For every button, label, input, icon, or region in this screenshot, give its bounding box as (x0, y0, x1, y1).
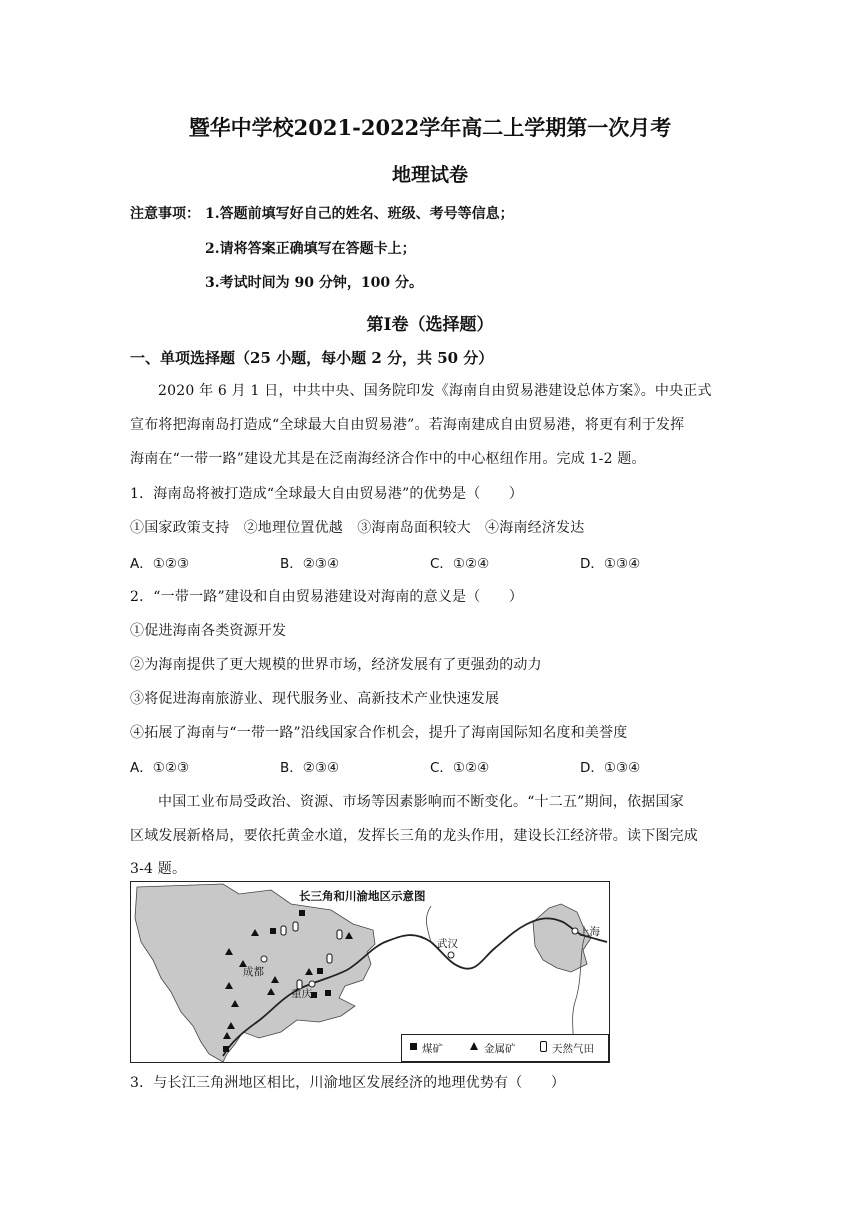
question-statement: ④拓展了海南与“一带一路”沿线国家合作机会，提升了海南国际知名度和美誉度 (130, 725, 628, 741)
coal-mine-symbol (223, 1046, 229, 1052)
legend-metal: 金属矿 (484, 1043, 516, 1055)
gas-legend-icon (540, 1041, 547, 1052)
metal-legend-icon (470, 1042, 478, 1050)
option-c[interactable]: C．①②④ (430, 760, 490, 776)
question-statements: ①国家政策支持 ②地理位置优越 ③海南岛面积较大 ④海南经济发达 (130, 520, 585, 536)
coal-legend-icon (410, 1043, 417, 1050)
notice-item: 1.答题前填写好自己的姓名、班级、考号等信息； (205, 206, 514, 222)
option-a[interactable]: A．①②③ (130, 556, 190, 572)
option-b[interactable]: B．②③④ (280, 556, 340, 572)
coal-mine-symbol (325, 990, 331, 996)
passage-line: 海南在“一带一路”建设尤其是在泛南海经济合作中的中心枢纽作用。完成 1-2 题。 (130, 451, 646, 467)
option-b[interactable]: B．②③④ (280, 760, 340, 776)
gas-field-symbol (327, 954, 332, 963)
exam-title: 暨华中学校2021-2022学年高二上学期第一次月考 (188, 115, 672, 140)
map-title: 长三角和川渝地区示意图 (299, 889, 426, 903)
passage-line: 2020 年 6 月 1 日，中共中央、国务院印发《海南自由贸易港建设总体方案》。中央正式 (158, 383, 712, 399)
option-d[interactable]: D．①③④ (580, 760, 641, 776)
coal-mine-symbol (317, 968, 323, 974)
coal-mine-symbol (299, 910, 305, 916)
wuhan-marker (448, 952, 454, 958)
passage-line: 3-4 题。 (130, 861, 187, 877)
question-stem: 1．海南岛将被打造成“全球最大自由贸易港”的优势是（ ） (130, 486, 524, 502)
city-label-chongqing: 重庆 (291, 988, 312, 1000)
gas-field-symbol (293, 922, 298, 931)
gas-field-symbol (337, 930, 342, 939)
exam-subtitle: 地理试卷 (391, 164, 468, 186)
region-map (130, 881, 610, 1063)
notice-item: 3.考试时间为 90 分钟，100 分。 (205, 275, 423, 291)
question-statement: ③将促进海南旅游业、现代服务业、高新技术产业快速发展 (130, 691, 500, 707)
passage-line: 宣布将把海南岛打造成“全球最大自由贸易港”。若海南建成自由贸易港，将更有利于发挥 (130, 417, 685, 433)
question-statement: ②为海南提供了更大规模的世界市场，经济发展有了更强劲的动力 (130, 657, 542, 673)
legend-coal: 煤矿 (422, 1043, 443, 1055)
coal-mine-symbol (270, 928, 276, 934)
gas-field-symbol (281, 926, 286, 935)
section-title: 一、单项选择题（25 小题，每小题 2 分，共 50 分） (130, 349, 494, 367)
option-d[interactable]: D．①③④ (580, 556, 641, 572)
shanghai-marker (572, 928, 578, 934)
chengdu-marker (261, 956, 267, 962)
question-stem: 2．“一带一路”建设和自由贸易港建设对海南的意义是（ ） (130, 589, 524, 605)
tributary (426, 906, 431, 942)
notice-label: 注意事项： (130, 206, 200, 222)
option-c[interactable]: C．①②④ (430, 556, 490, 572)
passage-line: 中国工业布局受政治、资源、市场等因素影响而不断变化。“十二五”期间，依据国家 (158, 794, 684, 810)
question-stem: 3．与长江三角洲地区相比，川渝地区发展经济的地理优势有（ ） (130, 1075, 566, 1091)
question-statement: ①促进海南各类资源开发 (130, 623, 287, 639)
part-title: 第Ⅰ卷（选择题） (366, 315, 494, 335)
map-legend (401, 1034, 609, 1062)
passage-line: 区域发展新格局，要依托黄金水道，发挥长三角的龙头作用，建设长江经济带。读下图完成 (130, 828, 698, 844)
city-label-shanghai: 上海 (579, 926, 600, 938)
notice-item: 2.请将答案正确填写在答题卡上； (205, 241, 416, 257)
city-label-chengdu: 成都 (243, 966, 264, 978)
option-a[interactable]: A．①②③ (130, 760, 190, 776)
legend-gas: 天然气田 (552, 1043, 594, 1055)
city-label-wuhan: 武汉 (437, 938, 458, 950)
